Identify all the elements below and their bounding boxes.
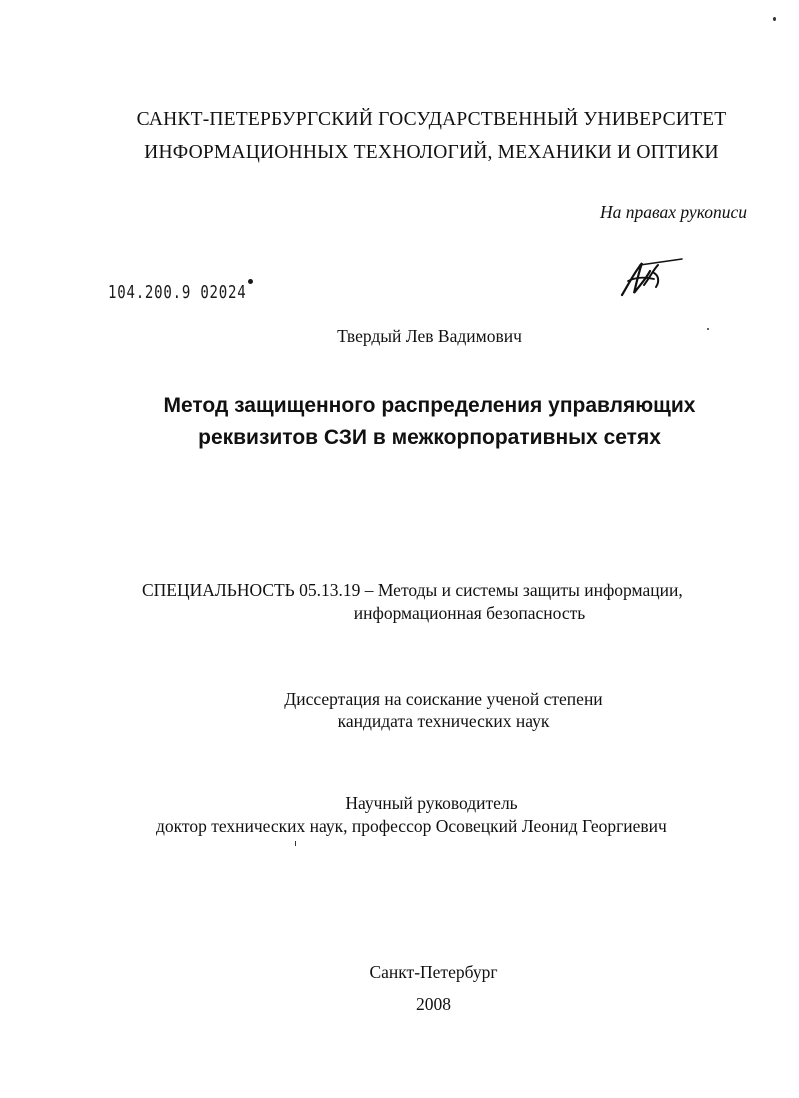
supervisor-name: доктор технических наук, профессор Осовецкий Леонид Георгиевич (156, 816, 667, 836)
scan-speck (707, 328, 709, 330)
specialty-line-1: СПЕЦИАЛЬНОСТЬ 05.13.19 – Методы и системы защиты информации, (142, 580, 683, 600)
scan-speck (295, 841, 296, 846)
city: Санкт-Петербург (369, 962, 498, 982)
manuscript-note: На правах рукописи (600, 202, 747, 222)
title-line-1: Метод защищенного распределения управляющих (163, 394, 696, 417)
university-line-2: ИНФОРМАЦИОННЫХ ТЕХНОЛОГИЙ, МЕХАНИКИ И ОПТИКИ (144, 142, 719, 163)
year: 2008 (416, 994, 451, 1014)
title-line-2: реквизитов СЗИ в межкорпоративных сетях (198, 426, 661, 449)
degree-line-2: кандидата технических наук (337, 711, 550, 731)
degree-line-1: Диссертация на соискание ученой степени (284, 689, 603, 709)
supervisor-label: Научный руководитель (345, 793, 518, 813)
author-name: Твердый Лев Вадимович (337, 326, 522, 346)
specialty-line-2: информационная безопасность (353, 603, 586, 623)
handwritten-signature-icon (614, 255, 686, 299)
scan-speck (773, 17, 776, 21)
registration-number: 104.200.9 02024 (108, 282, 247, 303)
registration-dot-mark (248, 279, 253, 284)
university-line-1: САНКТ-ПЕТЕРБУРГСКИЙ ГОСУДАРСТВЕННЫЙ УНИВЕРСИТЕТ (136, 109, 727, 130)
